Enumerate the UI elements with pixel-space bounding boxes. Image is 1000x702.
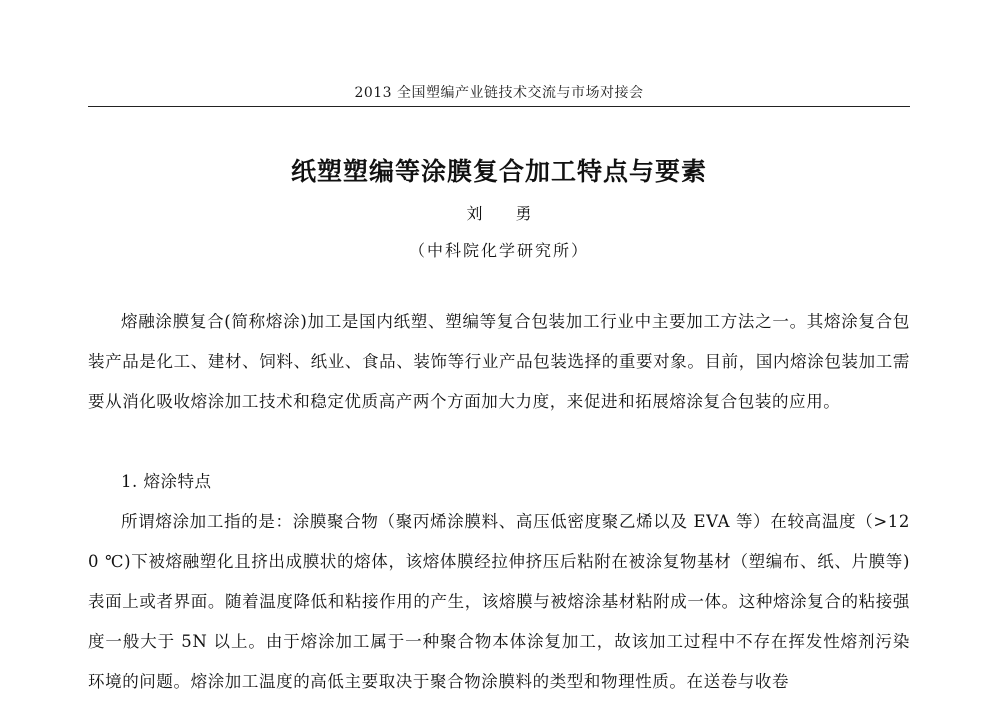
running-header: 2013 全国塑编产业链技术交流与市场对接会 bbox=[354, 85, 644, 101]
body-paragraph-definition bbox=[88, 502, 910, 702]
section-heading-1: 1. 熔涂特点 bbox=[121, 472, 212, 491]
article-affiliation: （中科院化学研究所） bbox=[408, 241, 589, 260]
header-divider bbox=[88, 106, 910, 107]
article-author: 刘 勇 bbox=[466, 204, 546, 223]
body-paragraph-intro bbox=[88, 302, 910, 422]
paragraph-text: 所谓熔涂加工指的是：涂膜聚合物（聚丙烯涂膜料、高压低密度聚乙烯以及 EVA 等）在较高温度（>120 ℃)下被熔融塑化且挤出成膜状的熔体，该熔体膜经拉伸挤压后粘附在被涂复物基材（塑编布、纸、片膜等)表面上或者界面。随着温度降低和粘接作用的产生，该熔膜与被熔涂基材粘附成一体。这种熔涂复合的粘接强度一般大于 5N 以上。由于熔涂加工属于一种聚合物本体涂复加工，故该加工过程中不存在挥发性熔剂污染环境的问题。熔涂加工温度的高低主要取决于聚合物涂膜料的类型和物理性质。在送卷与收卷 bbox=[88, 512, 910, 691]
article-title: 纸塑塑编等涂膜复合加工特点与要素 bbox=[290, 157, 707, 186]
paragraph-text: 熔融涂膜复合(简称熔涂)加工是国内纸塑、塑编等复合包装加工行业中主要加工方法之一。其熔涂复合包装产品是化工、建材、饲料、纸业、食品、装饰等行业产品包装选择的重要对象。目前，国内熔涂包装加工需要从消化吸收熔涂加工技术和稳定优质高产两个方面加大力度，来促进和拓展熔涂复合包装的应用。 bbox=[88, 312, 910, 411]
